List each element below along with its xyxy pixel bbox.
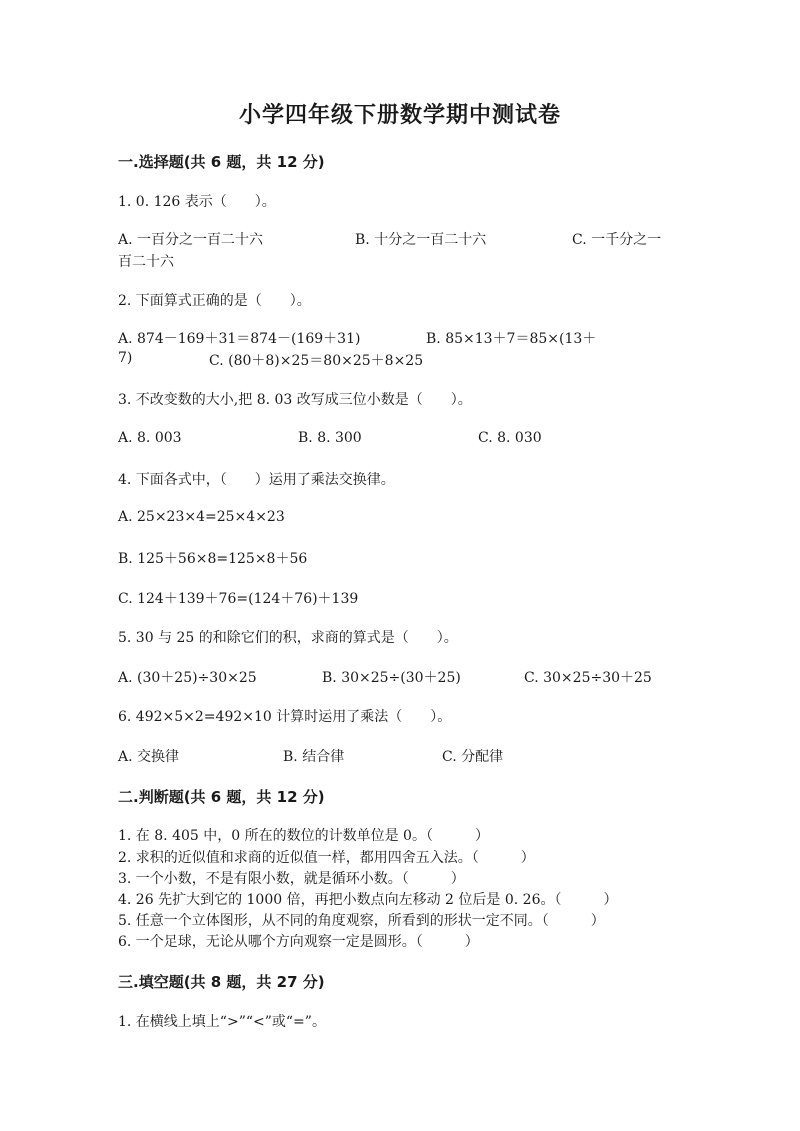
question-5-option-a: A. (30＋25)÷30×25	[118, 670, 257, 686]
question-4-option-a: A. 25×23×4=25×4×23	[118, 509, 285, 525]
question-5-option-c: C. 30×25÷30＋25	[524, 670, 652, 686]
question-4-option-b: B. 125＋56×8=125×8＋56	[118, 551, 308, 567]
fill-item-1: 1. 在横线上填上“>”“<”或“=”。	[118, 1014, 326, 1030]
question-5-stem: 5. 30 与 25 的和除它们的积，求商的算式是（ ）。	[118, 630, 458, 646]
page-title: 小学四年级下册数学期中测试卷	[238, 102, 561, 128]
judge-item-2: 2. 求积的近似值和求商的近似值一样，都用四舍五入法。（ ）	[118, 850, 535, 866]
question-3-option-c: C. 8. 030	[478, 430, 542, 446]
section-heading-judge: 二.判断题(共 6 题，共 12 分)	[118, 788, 325, 806]
question-4-stem: 4. 下面各式中，（ ）运用了乘法交换律。	[118, 472, 395, 488]
question-1-stem: 1. 0. 126 表示（ ）。	[118, 194, 276, 210]
question-2-option-b-wrap: 7)	[118, 350, 133, 366]
question-3-stem: 3. 不改变数的大小,把 8. 03 改写成三位小数是（ ）。	[118, 392, 472, 408]
question-6-option-b: B. 结合律	[283, 749, 345, 765]
judge-item-4: 4. 26 先扩大到它的 1000 倍，再把小数点向左移动 2 位后是 0. 26。（ ）	[118, 892, 618, 908]
question-6-option-a: A. 交换律	[118, 749, 180, 765]
question-2-option-c: C. (80＋8)×25＝80×25＋8×25	[209, 353, 424, 369]
judge-item-1: 1. 在 8. 405 中，0 所在的数位的计数单位是 0。（ ）	[118, 828, 489, 844]
question-1-option-c: C. 一千分之一	[572, 232, 662, 248]
question-1-option-b: B. 十分之一百二十六	[355, 232, 487, 248]
question-1-option-a: A. 一百分之一百二十六	[118, 232, 264, 248]
section-heading-fill: 三.填空题(共 8 题，共 27 分)	[118, 973, 325, 991]
judge-item-5: 5. 任意一个立体图形，从不同的角度观察，所看到的形状一定不同。（ ）	[118, 913, 605, 929]
question-2-stem: 2. 下面算式正确的是（ ）。	[118, 293, 311, 309]
question-2-option-b: B. 85×13＋7＝85×(13＋	[426, 331, 597, 347]
question-3-option-b: B. 8. 300	[298, 430, 362, 446]
question-4-option-c: C. 124＋139＋76=(124＋76)＋139	[118, 591, 359, 607]
judge-item-3: 3. 一个小数，不是有限小数，就是循环小数。（ ）	[118, 871, 465, 887]
question-5-option-b: B. 30×25÷(30＋25)	[322, 670, 461, 686]
question-6-option-c: C. 分配律	[442, 749, 504, 765]
question-3-option-a: A. 8. 003	[118, 430, 182, 446]
question-2-option-a: A. 874－169＋31＝874－(169＋31)	[118, 331, 361, 347]
question-1-option-c-wrap: 百二十六	[118, 254, 174, 270]
section-heading-choice: 一.选择题(共 6 题，共 12 分)	[118, 153, 325, 171]
judge-item-6: 6. 一个足球，无论从哪个方向观察一定是圆形。（ ）	[118, 934, 479, 950]
question-6-stem: 6. 492×5×2=492×10 计算时运用了乘法（ ）。	[118, 709, 452, 725]
